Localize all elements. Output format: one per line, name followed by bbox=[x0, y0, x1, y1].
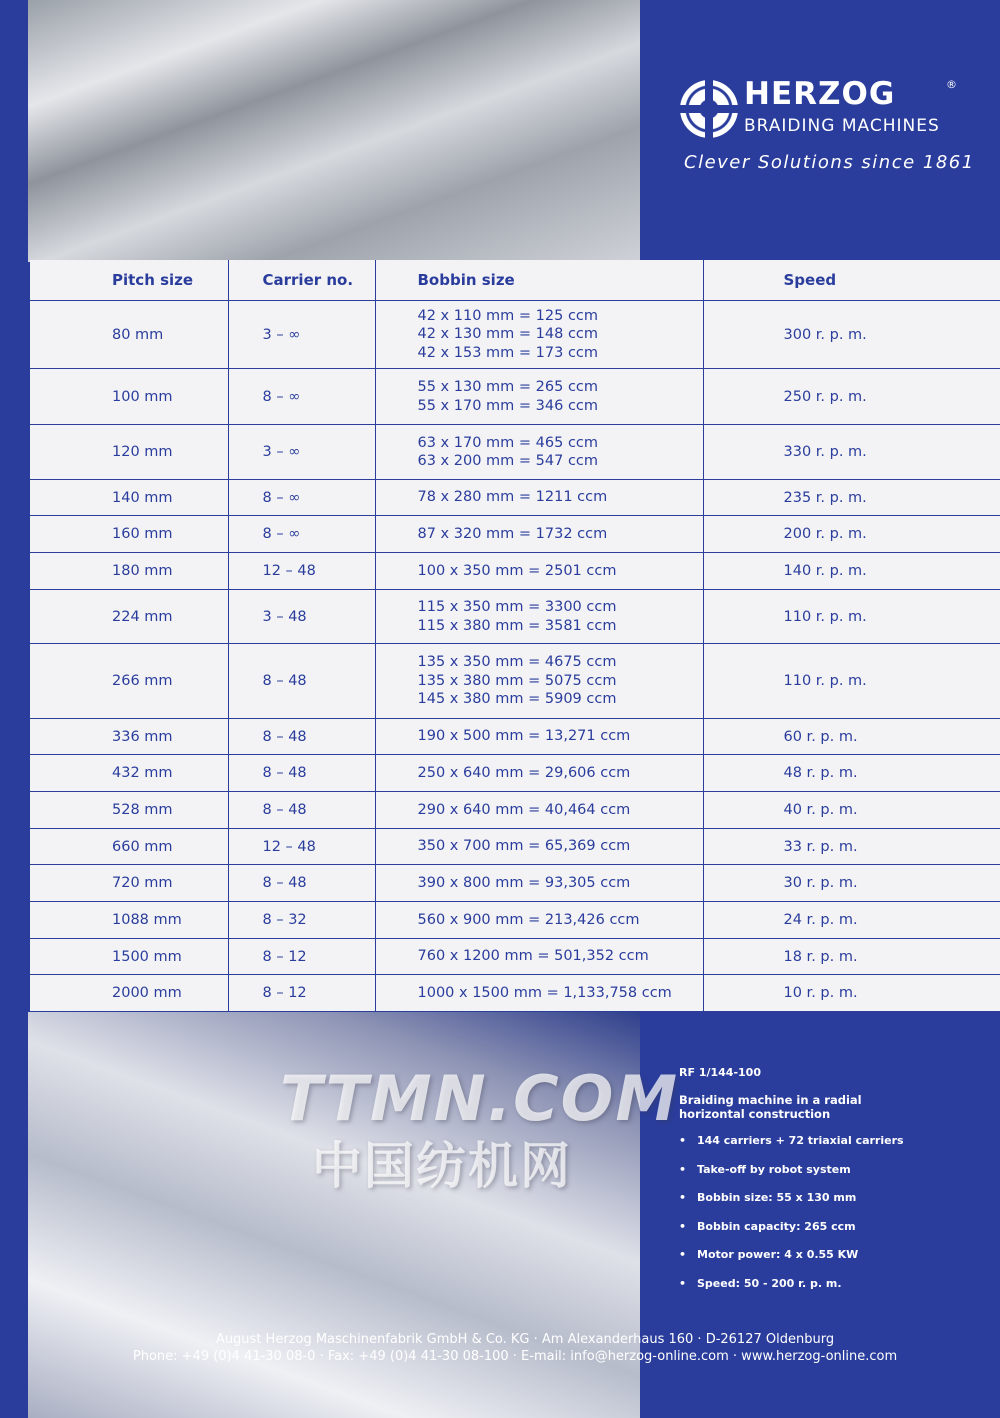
pitch-size-cell: 660 mm bbox=[30, 829, 228, 865]
speed-cell: 60 r. p. m. bbox=[703, 719, 1000, 755]
spec-item: • 144 carriers + 72 triaxial carriers bbox=[679, 1127, 979, 1156]
bobbin-size-line: 135 x 350 mm = 4675 ccm bbox=[417, 654, 617, 671]
bobbin-size-line: 390 x 800 mm = 93,305 ccm bbox=[417, 874, 631, 891]
carrier-no-cell: 12 – 48 bbox=[228, 829, 375, 865]
table-row bbox=[30, 755, 1000, 792]
bobbin-size-cell bbox=[375, 369, 703, 425]
table-row bbox=[30, 865, 1000, 902]
pitch-size-cell: 120 mm bbox=[30, 425, 228, 480]
herzog-emblem-icon bbox=[680, 80, 738, 138]
spec-table bbox=[30, 260, 1000, 1012]
pitch-size-cell: 1088 mm bbox=[30, 902, 228, 939]
bobbin-size-line: 190 x 500 mm = 13,271 ccm bbox=[417, 728, 631, 745]
pitch-size-cell: 528 mm bbox=[30, 792, 228, 829]
pitch-size-cell: 336 mm bbox=[30, 719, 228, 755]
bobbin-size-line: 145 x 380 mm = 5909 ccm bbox=[417, 691, 617, 708]
carrier-no-cell: 8 – 12 bbox=[228, 975, 375, 1012]
pitch-size-cell: 432 mm bbox=[30, 755, 228, 792]
bobbin-size-line: 1000 x 1500 mm = 1,133,758 ccm bbox=[417, 984, 672, 1001]
pitch-size-cell: 180 mm bbox=[30, 553, 228, 590]
header-photo bbox=[28, 0, 640, 262]
bobbin-size-line: 78 x 280 mm = 1211 ccm bbox=[417, 489, 608, 506]
speed-cell: 330 r. p. m. bbox=[703, 425, 1000, 480]
pitch-size-cell: 224 mm bbox=[30, 590, 228, 644]
bobbin-size-cell bbox=[375, 939, 703, 975]
bobbin-size-cell bbox=[375, 553, 703, 590]
bobbin-size-cell bbox=[375, 480, 703, 516]
carrier-no-cell: 3 – ∞ bbox=[228, 301, 375, 369]
bobbin-size-line: 63 x 200 mm = 547 ccm bbox=[417, 453, 599, 469]
speed-cell: 250 r. p. m. bbox=[703, 369, 1000, 425]
table-row bbox=[30, 644, 1000, 719]
model-code: RF 1/144-100 bbox=[679, 1066, 761, 1079]
pitch-size-cell: 100 mm bbox=[30, 369, 228, 425]
table-row bbox=[30, 902, 1000, 939]
company-footer bbox=[0, 1331, 1000, 1365]
speed-cell: 10 r. p. m. bbox=[703, 975, 1000, 1012]
table-header-row bbox=[30, 260, 1000, 301]
bobbin-size-cell bbox=[375, 865, 703, 902]
bobbin-size-line: 100 x 350 mm = 2501 ccm bbox=[417, 562, 617, 579]
bobbin-size-line: 250 x 640 mm = 29,606 ccm bbox=[417, 764, 631, 781]
spec-item: • Bobbin size: 55 x 130 mm bbox=[679, 1184, 979, 1213]
registered-mark: ® bbox=[946, 78, 957, 91]
brand-tagline: Clever Solutions since 1861 bbox=[684, 152, 975, 173]
speed-cell: 140 r. p. m. bbox=[703, 553, 1000, 590]
bobbin-size-cell bbox=[375, 755, 703, 792]
speed-cell: 24 r. p. m. bbox=[703, 902, 1000, 939]
bobbin-size-cell bbox=[375, 590, 703, 644]
bobbin-size-line: 115 x 380 mm = 3581 ccm bbox=[417, 617, 617, 634]
watermark-domain: TTMN.COM bbox=[280, 1062, 680, 1135]
pitch-size-cell: 140 mm bbox=[30, 480, 228, 516]
bobbin-size-line: 55 x 130 mm = 265 ccm bbox=[417, 379, 599, 395]
bobbin-size-line: 290 x 640 mm = 40,464 ccm bbox=[417, 801, 631, 818]
carrier-no-cell: 3 – ∞ bbox=[228, 425, 375, 480]
pitch-size-cell: 160 mm bbox=[30, 516, 228, 553]
carrier-no-cell: 3 – 48 bbox=[228, 590, 375, 644]
brand-subtitle: BRAIDING MACHINES bbox=[744, 116, 940, 136]
bobbin-size-cell bbox=[375, 425, 703, 480]
carrier-no-cell: 8 – 48 bbox=[228, 865, 375, 902]
bobbin-size-line: 760 x 1200 mm = 501,352 ccm bbox=[417, 948, 649, 965]
pitch-size-cell: 720 mm bbox=[30, 865, 228, 902]
header-pitch-size: Pitch size bbox=[30, 260, 228, 301]
table-row bbox=[30, 792, 1000, 829]
speed-cell: 30 r. p. m. bbox=[703, 865, 1000, 902]
bobbin-size-line: 350 x 700 mm = 65,369 ccm bbox=[417, 838, 631, 855]
bobbin-size-line: 135 x 380 mm = 5075 ccm bbox=[417, 672, 617, 689]
speed-cell: 18 r. p. m. bbox=[703, 939, 1000, 975]
table-row bbox=[30, 975, 1000, 1012]
bobbin-size-line: 42 x 153 mm = 173 ccm bbox=[417, 344, 599, 361]
carrier-no-cell: 8 – 48 bbox=[228, 644, 375, 719]
bobbin-size-line: 63 x 170 mm = 465 ccm bbox=[417, 434, 599, 451]
speed-cell: 40 r. p. m. bbox=[703, 792, 1000, 829]
bobbin-size-cell bbox=[375, 644, 703, 719]
speed-cell: 33 r. p. m. bbox=[703, 829, 1000, 865]
footer-contact: Phone: +49 (0)4 41-30 08-0 · Fax: +49 (0)4 41-30 08-100 · E-mail: info@herzog-online.com · www.herzog-online.com bbox=[132, 1349, 898, 1364]
bobbin-size-cell bbox=[375, 719, 703, 755]
bobbin-size-cell bbox=[375, 792, 703, 829]
bobbin-size-line: 55 x 170 mm = 346 ccm bbox=[417, 397, 599, 414]
bobbin-size-line: 560 x 900 mm = 213,426 ccm bbox=[417, 911, 640, 928]
carrier-no-cell: 8 – 48 bbox=[228, 719, 375, 755]
bobbin-size-cell bbox=[375, 301, 703, 369]
bobbin-size-line: 87 x 320 mm = 1732 ccm bbox=[417, 525, 608, 542]
table-row bbox=[30, 590, 1000, 644]
carrier-no-cell: 8 – 32 bbox=[228, 902, 375, 939]
carrier-no-cell: 8 – 48 bbox=[228, 792, 375, 829]
header-bobbin-size: Bobbin size bbox=[375, 260, 703, 301]
carrier-no-cell: 12 – 48 bbox=[228, 553, 375, 590]
table-row bbox=[30, 553, 1000, 590]
pitch-size-cell: 266 mm bbox=[30, 644, 228, 719]
table-row bbox=[30, 939, 1000, 975]
spec-list bbox=[679, 1127, 979, 1298]
table-row bbox=[30, 301, 1000, 369]
table-row bbox=[30, 516, 1000, 553]
bobbin-size-cell bbox=[375, 516, 703, 553]
speed-cell: 110 r. p. m. bbox=[703, 590, 1000, 644]
carrier-no-cell: 8 – ∞ bbox=[228, 480, 375, 516]
bobbin-size-line: 42 x 130 mm = 148 ccm bbox=[417, 326, 599, 343]
table-row bbox=[30, 369, 1000, 425]
carrier-no-cell: 8 – ∞ bbox=[228, 516, 375, 553]
speed-cell: 200 r. p. m. bbox=[703, 516, 1000, 553]
spec-item: • Speed: 50 - 200 r. p. m. bbox=[679, 1270, 979, 1299]
brand-name: HERZOG bbox=[744, 76, 896, 112]
bobbin-size-cell bbox=[375, 829, 703, 865]
spec-item: • Motor power: 4 x 0.55 KW bbox=[679, 1241, 979, 1270]
table-row bbox=[30, 829, 1000, 865]
table-row bbox=[30, 425, 1000, 480]
spec-item: • Bobbin capacity: 265 ccm bbox=[679, 1213, 979, 1242]
model-title: Braiding machine in a radial horizontal construction bbox=[679, 1093, 862, 1121]
speed-cell: 300 r. p. m. bbox=[703, 301, 1000, 369]
speed-cell: 235 r. p. m. bbox=[703, 480, 1000, 516]
header-speed: Speed bbox=[703, 260, 1000, 301]
watermark-chinese: 中国纺机网 bbox=[312, 1137, 572, 1195]
carrier-no-cell: 8 – ∞ bbox=[228, 369, 375, 425]
table-row bbox=[30, 719, 1000, 755]
bobbin-size-line: 42 x 110 mm = 125 ccm bbox=[417, 307, 599, 324]
herzog-logo bbox=[680, 76, 975, 186]
header-carrier-no: Carrier no. bbox=[228, 260, 375, 301]
pitch-size-cell: 2000 mm bbox=[30, 975, 228, 1012]
footer-address: August Herzog Maschinenfabrik GmbH & Co. KG · Am Alexanderhaus 160 · D-26127 Oldenburg bbox=[215, 1332, 835, 1347]
carrier-no-cell: 8 – 12 bbox=[228, 939, 375, 975]
pitch-size-cell: 80 mm bbox=[30, 301, 228, 369]
bobbin-size-line: 115 x 350 mm = 3300 ccm bbox=[417, 599, 617, 615]
machine-spec-box bbox=[679, 1066, 979, 1298]
bobbin-size-cell bbox=[375, 902, 703, 939]
speed-cell: 110 r. p. m. bbox=[703, 644, 1000, 719]
carrier-no-cell: 8 – 48 bbox=[228, 755, 375, 792]
spec-item: • Take-off by robot system bbox=[679, 1156, 979, 1185]
pitch-size-cell: 1500 mm bbox=[30, 939, 228, 975]
bobbin-size-cell bbox=[375, 975, 703, 1012]
table-body bbox=[30, 301, 1000, 1012]
table-row bbox=[30, 480, 1000, 516]
speed-cell: 48 r. p. m. bbox=[703, 755, 1000, 792]
